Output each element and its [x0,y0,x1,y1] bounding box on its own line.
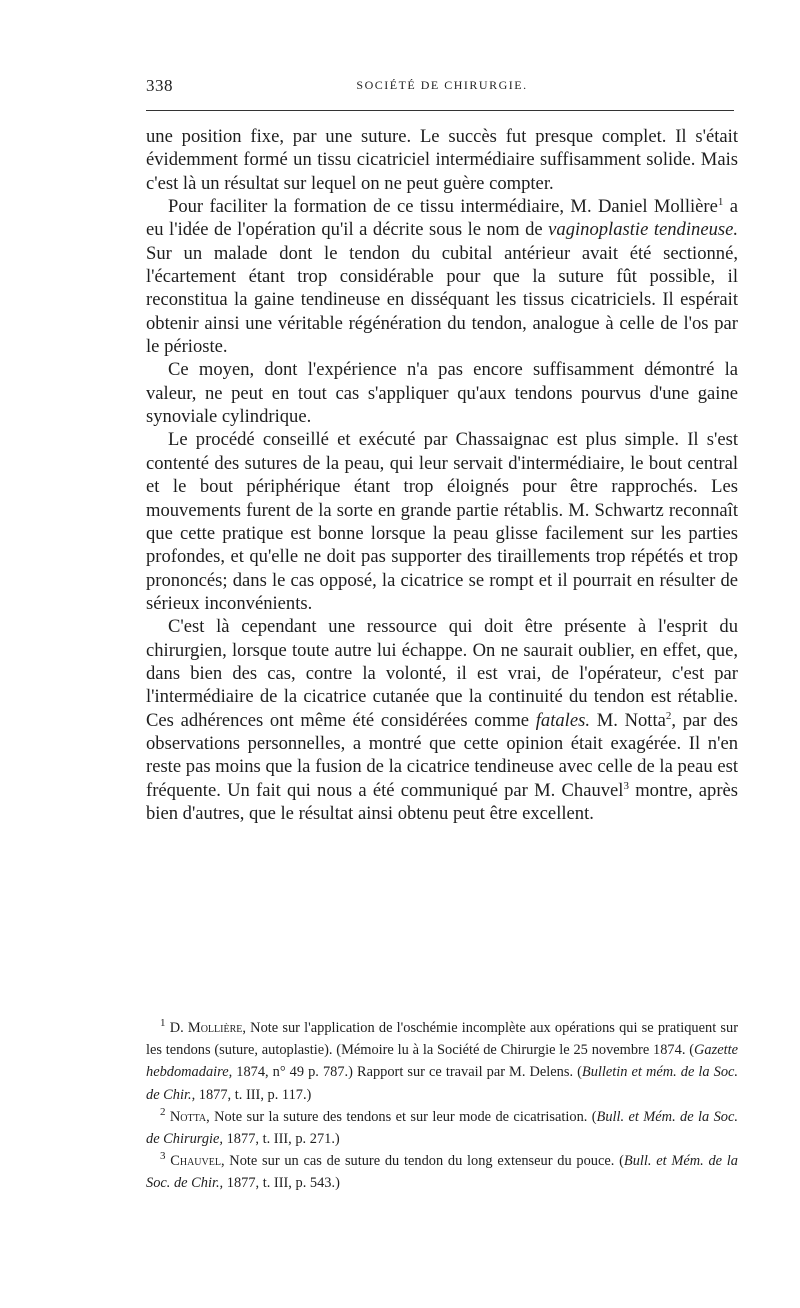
page-header [146,76,738,100]
paragraph-4-text: Le procédé conseillé et exécuté par Chassaignac est plus simple. Il s'est contenté des sutures de la peau, qui leur servait d'intermédiaire, le bout central et le bout périphérique étant trop éloignés pour être rapprochés. Les mouvements furent de la sorte en grande partie rétablis. M. Schwartz reconnaît que cette pratique est bonne lorsque la peau glisse facilement sur les parties profondes, et qu'elle ne doit pas supporter des tiraillements trop répétés et trop prononcés; dans le cas opposé, la cicatrice se rompt et il pourrait en résulter de sérieux inconvénients. [146,429,738,614]
footnote-ref-2: 2 [665,709,672,722]
paragraph-5 [146,615,738,825]
paragraph-3-text: Ce moyen, dont l'expérience n'a pas encore suffisamment démontré la valeur, ne peut en tout cas s'appliquer qu'aux tendons pourvus d'une gaine synoviale cylindrique. [146,359,738,428]
footnote-ref-3: 3 [623,779,629,792]
footnote-2-journal: Bull. et Mém. de la Soc. de Chirurgie, [146,1108,738,1148]
paragraph-5-text-b: M. Notta [589,709,666,731]
paragraph-2-emphasis: vaginoplastie tendineuse. [548,219,738,241]
paragraph-3 [146,358,738,428]
paragraph-2 [146,195,738,358]
footnote-1-text-a: Note sur l'application de l'oschémie incomplète aux opérations qui se pratiquent sur les tendons (suture, autoplastie). (Mémoire lu à la Société de Chirurgie le 25 novembre 1874. ( [146,1020,738,1059]
footnotes [146,1017,738,1195]
paragraph-2-text-b: a eu l'idée de l'opération qu'il a décrite sous le nom de [146,196,738,241]
footnote-1-text-c: 1877, t. III, p. 117.) [195,1086,312,1103]
footnote-1-text-b: 1874, n° 49 p. 787.) Rapport sur ce travail par M. Delens. ( [232,1064,582,1081]
paragraph-5-emphasis: fatales. [535,709,590,731]
footnote-3-number: 3 [160,1150,166,1163]
footnote-2-author: Notta, [169,1108,210,1125]
footnote-2 [146,1106,738,1150]
header-rule [146,110,734,111]
footnote-1-author: D. Mollière, [169,1020,246,1036]
footnote-3 [146,1150,738,1194]
paragraph-5-text-c: , par des observations personnelles, a montré que cette opinion était exagérée. Il n'en reste pas moins que la fusion de la cicatrice tendineuse avec celle de la peau est fréquente. Un fait qui nous a été communiqué par M. Chauvel [146,709,738,801]
paragraph-5-text-a: C'est là cependant une ressource qui doit être présente à l'esprit du chirurgien, lorsque toute autre lui échappe. On ne saurait oublier, en effet, que, dans bien des cas, contre la volonté, il est vrai, de l'opérateur, c'est par l'intermédiaire de la cicatrice cutanée que la continuité du tendon est rétablie. Ces adhérences ont même été considérées comme [146,616,738,731]
running-title: SOCIÉTÉ DE CHIRURGIE. [356,78,528,92]
footnote-2-number: 2 [160,1106,166,1119]
footnote-ref-1: 1 [717,195,724,208]
footnote-2-text-a: Note sur la suture des tendons et sur leur mode de cicatrisation. ( [209,1108,597,1125]
paragraph-4 [146,428,738,615]
footnote-2-text-b: 1877, t. III, p. 271.) [223,1131,340,1148]
footnote-3-author: Chauvel, [170,1153,225,1170]
footnote-3-text-a: Note sur un cas de suture du tendon du long extenseur du pouce. ( [224,1153,624,1170]
footnote-1-journal-1: Gazette hebdomadaire, [146,1042,738,1081]
paragraph-1-text: une position fixe, par une suture. Le succès fut presque complet. Il s'était évidemment formé un tissu cicatriciel intermédiaire suffisamment solide. Mais c'est là un résultat sur lequel on ne peut guère compter. [146,126,738,194]
paragraph-5-text-d: montre, après bien d'autres, que le résultat ainsi obtenu peut être excellent. [146,779,738,824]
footnote-3-text-b: 1877, t. III, p. 543.) [223,1175,340,1192]
paragraph-1 [146,125,738,195]
footnote-3-journal: Bull. et Mém. de la Soc. de Chir., [146,1153,738,1192]
footnote-1-journal-2: Bulletin et mém. de la Soc. de Chir., [146,1064,739,1103]
footnote-1-number: 1 [160,1017,166,1030]
footnote-1 [146,1017,738,1106]
main-text [146,125,738,825]
page-number: 338 [146,76,173,95]
paragraph-2-text-c: Sur un malade dont le tendon du cubital antérieur avait été sectionné, l'écartement étant trop considérable pour que la suture fût possible, il reconstitua la gaine tendineuse en disséquant les tissus cicatriciels. Il espérait obtenir ainsi une véritable régénération du tendon, analogue à celle de l'os par le périoste. [146,242,738,358]
paragraph-2-text-a: Pour faciliter la formation de ce tissu intermédiaire, M. Daniel Mollière [168,196,718,218]
